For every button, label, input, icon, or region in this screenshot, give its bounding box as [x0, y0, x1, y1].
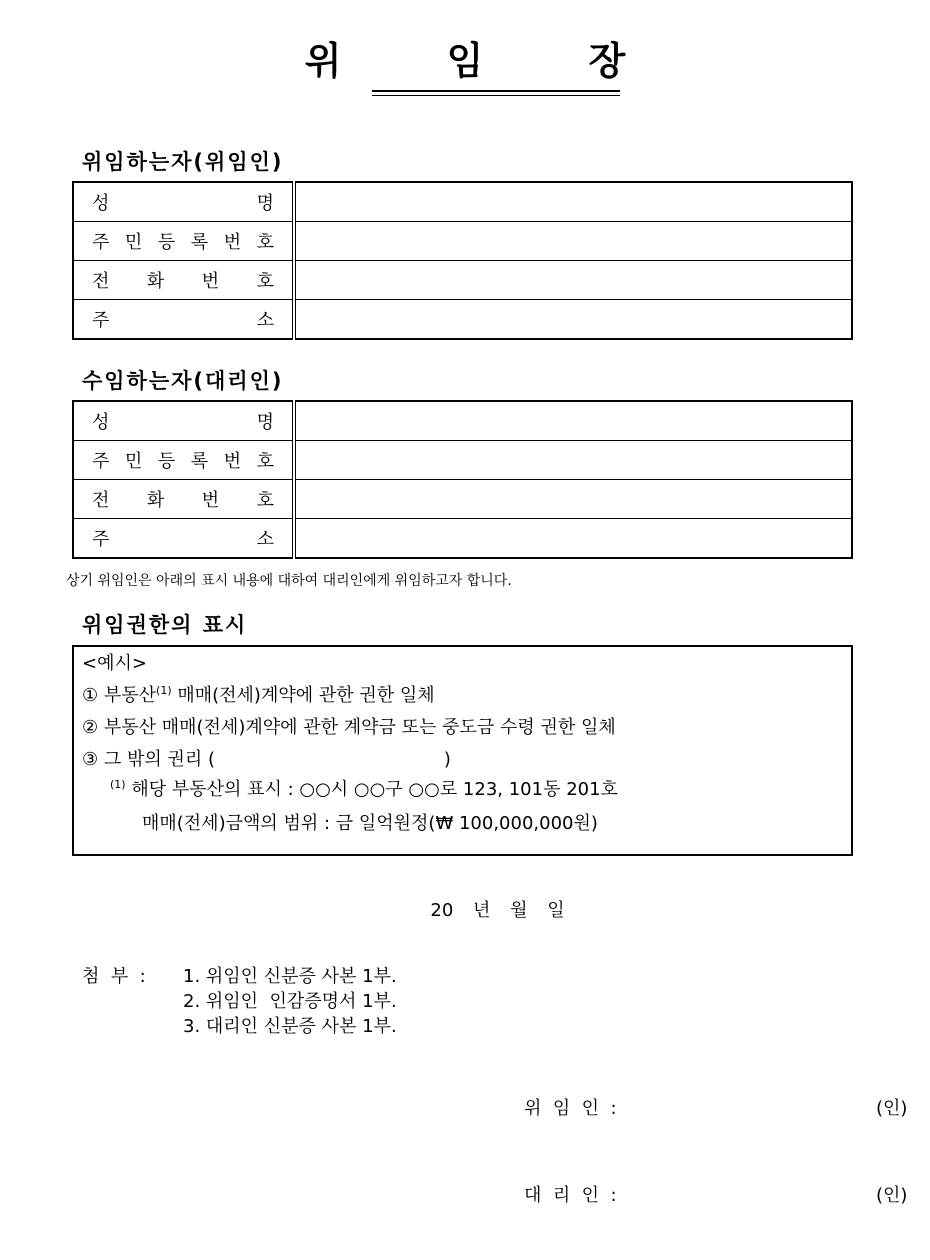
delegator-resident-number-field[interactable]	[294, 222, 852, 261]
row-label-char: 주	[92, 232, 110, 253]
row-label-char: 화	[146, 490, 165, 511]
delegate-name-field[interactable]	[294, 401, 852, 441]
row-label-char: 화	[146, 271, 165, 292]
row-label-char: 록	[190, 451, 209, 472]
row-label	[92, 189, 274, 215]
row-label	[92, 408, 274, 434]
delegator-signature-label: 위 임 인 :	[524, 1098, 617, 1119]
table-row	[73, 441, 852, 480]
label-name	[73, 182, 294, 222]
table-row	[73, 480, 852, 519]
table-row	[73, 519, 852, 559]
row-label	[92, 228, 274, 254]
document-title: 위 임 장	[304, 39, 672, 83]
row-label	[92, 447, 274, 473]
row-label-char: 호	[256, 490, 274, 511]
footnote-marker: (1)	[110, 778, 126, 791]
delegate-phone-field[interactable]	[294, 480, 852, 519]
authority-heading: 위임권한의 표시	[82, 613, 248, 637]
attachments-label: 첨 부 :	[82, 966, 146, 987]
label-address	[73, 300, 294, 340]
delegator-phone-field[interactable]	[294, 261, 852, 300]
row-label-char: 주	[92, 310, 110, 331]
table-row	[73, 401, 852, 441]
row-label	[92, 306, 274, 332]
delegate-resident-number-field[interactable]	[294, 441, 852, 480]
label-name	[73, 401, 294, 441]
table-row	[73, 182, 852, 222]
row-label-char: 명	[256, 193, 274, 214]
title-underline-thin	[372, 95, 620, 96]
footnote-text: 해당 부동산의 표시 : ○○시 ○○구 ○○로 123, 101동 201호	[125, 779, 618, 800]
row-label-char: 전	[92, 490, 110, 511]
row-label-char: 성	[92, 193, 110, 214]
label-address	[73, 519, 294, 559]
delegator-table	[72, 181, 853, 340]
delegator-seal: (인)	[876, 1098, 908, 1119]
row-label-char: 성	[92, 412, 110, 433]
label-phone	[73, 261, 294, 300]
label-phone	[73, 480, 294, 519]
row-label-char: 번	[201, 271, 220, 292]
item1-text-rest: 매매(전세)계약에 관한 권한 일체	[171, 685, 435, 706]
row-label-char: 주	[92, 529, 110, 550]
row-label	[92, 525, 274, 551]
delegation-statement: 상기 위임인은 아래의 표시 내용에 대하여 대리인에게 위임하고자 합니다.	[66, 573, 512, 589]
row-label-char: 명	[256, 412, 274, 433]
delegator-name-field[interactable]	[294, 182, 852, 222]
example-label: <예시>	[82, 653, 147, 674]
delegate-table	[72, 400, 853, 559]
row-label-char: 번	[223, 232, 242, 253]
delegate-signature-label: 대 리 인 :	[524, 1185, 617, 1206]
authority-item-3: ③ 그 밖의 권리 ( )	[82, 749, 451, 770]
row-label-char: 민	[124, 232, 143, 253]
label-resident-number	[73, 441, 294, 480]
label-resident-number	[73, 222, 294, 261]
row-label-char: 호	[256, 451, 274, 472]
row-label-char: 록	[190, 232, 209, 253]
delegate-address-field[interactable]	[294, 519, 852, 559]
row-label-char: 소	[256, 529, 274, 550]
row-label-char: 등	[157, 451, 176, 472]
row-label	[92, 486, 274, 512]
row-label-char: 주	[92, 451, 110, 472]
delegator-heading: 위임하는자(위임인)	[82, 150, 284, 174]
authority-box	[72, 645, 853, 856]
table-row	[73, 300, 852, 340]
row-label-char: 번	[223, 451, 242, 472]
attachment-item: 1. 위임인 신분증 사본 1부.	[183, 966, 397, 987]
delegate-heading: 수임하는자(대리인)	[82, 369, 284, 393]
attachment-item: 2. 위임인 인감증명서 1부.	[183, 991, 397, 1012]
row-label-char: 호	[256, 271, 274, 292]
date-line: 20 년 월 일	[430, 900, 565, 921]
item1-text: ① 부동산	[82, 685, 157, 706]
row-label-char: 호	[256, 232, 274, 253]
table-row	[73, 261, 852, 300]
delegate-seal: (인)	[876, 1185, 908, 1206]
row-label-char: 등	[157, 232, 176, 253]
footnote-marker: (1)	[156, 684, 172, 697]
authority-item-1	[82, 681, 435, 707]
footnote-line-2: 매매(전세)금액의 범위 : 금 일억원정(₩ 100,000,000원)	[142, 813, 598, 834]
title-underline	[372, 90, 620, 92]
row-label	[92, 267, 274, 293]
row-label-char: 전	[92, 271, 110, 292]
row-label-char: 민	[124, 451, 143, 472]
row-label-char: 소	[256, 310, 274, 331]
delegator-address-field[interactable]	[294, 300, 852, 340]
row-label-char: 번	[201, 490, 220, 511]
authority-item-2: ② 부동산 매매(전세)계약에 관한 계약금 또는 중도금 수령 권한 일체	[82, 717, 616, 738]
footnote-line-1	[110, 775, 618, 801]
table-row	[73, 222, 852, 261]
attachment-item: 3. 대리인 신분증 사본 1부.	[183, 1016, 397, 1037]
